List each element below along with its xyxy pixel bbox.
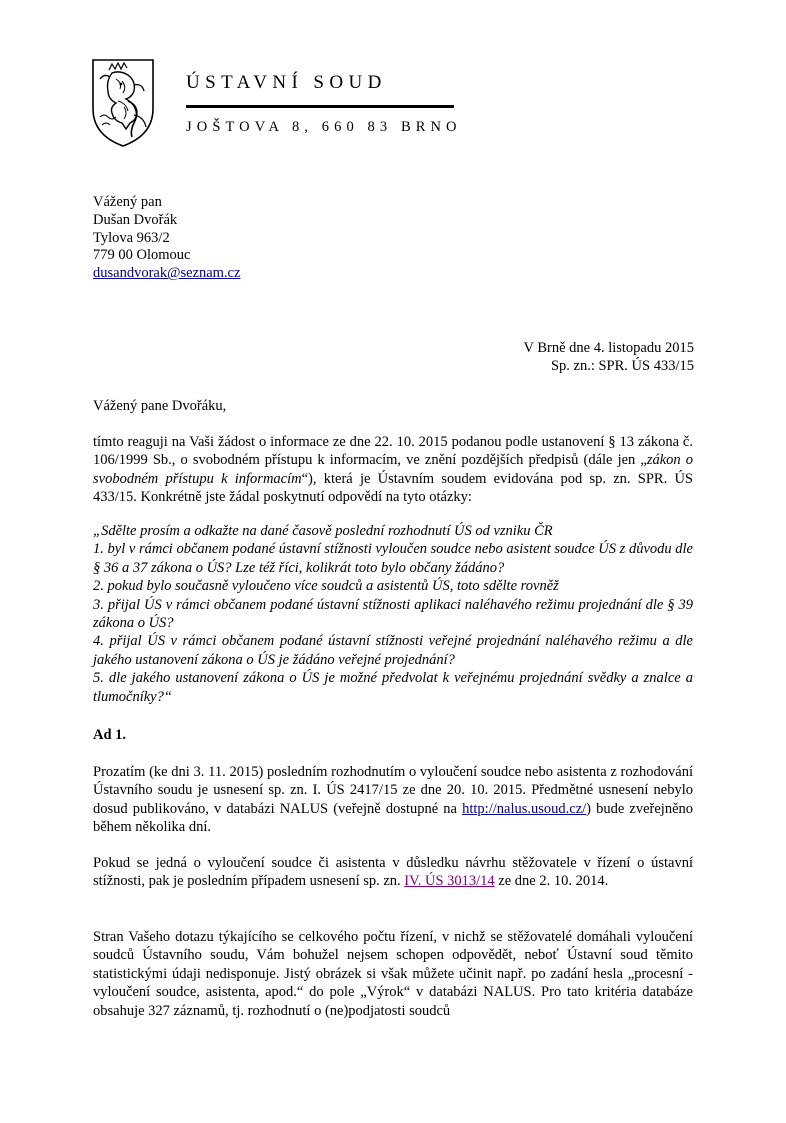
date-block (524, 339, 695, 375)
intro-law-name: zákon o svobodném přístupu k informacím (93, 452, 693, 487)
question-item: 2. pokud bylo současně vyloučeno více soudců a asistentů ÚS, toto sdělte rovněž (93, 578, 559, 595)
addressee-salutation: Vážený pan (93, 194, 162, 210)
greeting: Vážený pane Dvořáku, (93, 398, 227, 414)
answer-paragraph-3: Stran Vašeho dotazu týkajícího se celkového počtu řízení, v nichž se stěžovatelé domáhali vyloučení soudců Ústavního soudu, Vám bohužel nejsem schopen odpovědět, neboť Ústavní soud těmito statistickými údaji nedisponuje. Jistý obrázek si však můžete učinit např. po zadání hesla „procesní - vyloučení soudce, asistenta, apod.“ do pole „Výrok“ v databázi NALUS. Pro tato kritéria databáze obsahuje 327 záznamů, tj. rozhodnutí o (ne)podjatosti soudců (93, 929, 693, 1019)
czech-lion-emblem-icon (90, 57, 156, 149)
addressee-block (93, 194, 240, 283)
question-item: 5. dle jakého ustanovení zákona o ÚS je možné předvolat k veřejnému projednání svědky a znalce a tlumočníky?“ (93, 670, 693, 705)
addressee-email-link[interactable]: dusandvorak@seznam.cz (93, 265, 241, 282)
addressee-name: Dušan Dvořák (93, 211, 178, 228)
intro-text-1: tímto reaguji na Vaši žádost o informace ze dne 22. 10. 2015 podanou podle ustanovení § 13 zákona č. 106/1999 Sb., o svobodném přístupu k informacím, ve znění pozdějších předpisů (dále jen „ (93, 434, 693, 469)
question-item: 3. přijal ÚS v rámci občanem podané ústavní stížnosti aplikaci naléhavého režimu projednání dle § 39 zákona o ÚS? (93, 596, 693, 632)
answer-paragraph-1 (93, 763, 693, 837)
answer-1-text-end: ) bude zveřejněno během několika dní. (93, 800, 693, 836)
header-rule (186, 105, 454, 108)
answer-2-text: Pokud se jedná o vyloučení soudce či asistenta v důsledku návrhu stěžovatele v řízení o ústavní stížnosti, pak je posledním případem usnesení sp. zn. (93, 855, 693, 890)
question-item: 1. byl v rámci občanem podané ústavní stížnosti vyloučen soudce nebo asistent soudce ÚS z důvodu dle § 36 a 37 zákona o ÚS? Lze též říci, kolikrát toto bylo občany žádáno? (93, 541, 693, 576)
addressee-city: 779 00 Olomouc (93, 247, 191, 264)
place-date: V Brně dne 4. listopadu 2015 (523, 340, 694, 356)
question-item: 4. přijal ÚS v rámci občanem podané ústavní stížnosti veřejné projednání naléhavého režimu a dle jakého ustanovení zákona o ÚS je žádáno veřejné projednání? (93, 633, 693, 668)
org-name: ÚSTAVNÍ SOUD (186, 72, 387, 93)
questions-quote (93, 522, 693, 706)
addressee-street: Tylova 963/2 (93, 229, 170, 246)
section-heading-ad1: Ad 1. (93, 727, 127, 743)
answer-paragraph-2 (93, 854, 693, 891)
org-address: JOŠTOVA 8, 660 83 BRNO (186, 119, 462, 135)
intro-text-2: “), která je Ústavním soudem evidována pod sp. zn. SPR. ÚS 433/15. Konkrétně jste žádal poskytnutí odpovědí na tyto otázky: (93, 470, 693, 506)
answer-2-text-end: ze dne 2. 10. 2014. (494, 873, 609, 890)
intro-paragraph (93, 433, 693, 507)
questions-lead: „Sdělte prosím a odkažte na dané časově poslední rozhodnutí ÚS od vzniku ČR (93, 523, 553, 539)
file-reference: Sp. zn.: SPR. ÚS 433/15 (550, 358, 694, 374)
answer-1-text: Prozatím (ke dni 3. 11. 2015) posledním rozhodnutím o vyloučení soudce nebo asistenta z rozhodování Ústavního soudu je usnesení sp. zn. I. ÚS 2417/15 ze dne 20. 10. 2015. Předmětné usnesení nebylo dosud publikováno, v databázi NALUS (veřejně dostupné na (93, 764, 693, 817)
case-reference-link[interactable]: IV. ÚS 3013/14 (404, 873, 495, 890)
nalus-link[interactable]: http://nalus.usoud.cz/ (462, 800, 587, 817)
